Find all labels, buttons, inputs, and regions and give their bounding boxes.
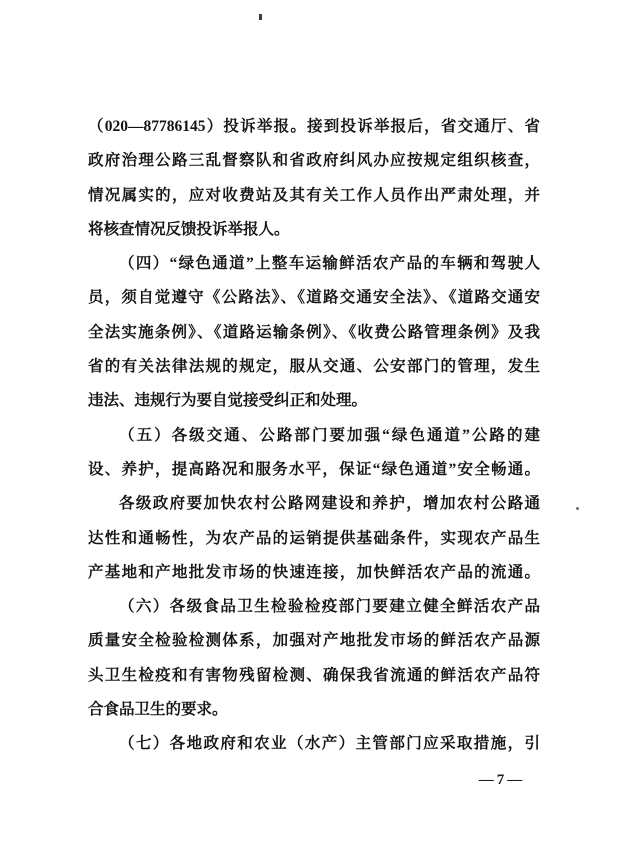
text-line: 头卫生检疫和有害物残留检测、确保我省流通的鲜活农产品符 <box>88 666 540 684</box>
text-line: （七）各地政府和农业（水产）主管部门应采取措施，引 <box>119 735 540 753</box>
text-line: （020—87786145）投诉举报。接到投诉举报后，省交通厅、省 <box>88 118 540 135</box>
text-line: 质量安全检验检测体系，加强对产地批发市场的鲜活农产品源 <box>88 632 540 650</box>
text-line: （六）各级食品卫生检验检疫部门要建立健全鲜活农产品 <box>119 598 540 616</box>
document-body <box>88 110 540 762</box>
text-line: （五）各级交通、公路部门要加强“绿色通道”公路的建 <box>119 426 540 444</box>
text-line: （四）“绿色通道”上整车运输鲜活农产品的车辆和驾驶人 <box>119 255 540 273</box>
scan-artifact-top-icon <box>259 14 262 20</box>
text-line: 设、养护，提高路况和服务水平，保证“绿色通道”安全畅通。 <box>88 460 540 478</box>
scan-artifact-right-icon <box>576 507 579 510</box>
text-line: 省的有关法律法规的规定，服从交通、公安部门的管理，发生 <box>88 358 540 376</box>
text-line: 产基地和产地批发市场的快速连接，加快鲜活农产品的流通。 <box>88 563 540 581</box>
text-line: 达性和通畅性，为农产品的运销提供基础条件，实现农产品生 <box>88 529 540 547</box>
text-line: 全法实施条例》、《道路运输条例》、《收费公路管理条例》及我 <box>88 323 540 341</box>
page-number: —7— <box>478 772 526 788</box>
text-line: 违法、违规行为要自觉接受纠正和处理。 <box>88 392 368 410</box>
text-line: 各级政府要加快农村公路网建设和养护，增加农村公路通 <box>119 495 540 513</box>
text-line: 政府治理公路三乱督察队和省政府纠风办应按规定组织核查， <box>88 152 540 170</box>
text-line: 将核查情况反馈投诉举报人。 <box>88 220 290 238</box>
text-line: 员，须自觉遵守《公路法》、《道路交通安全法》、《道路交通安 <box>88 289 540 307</box>
text-line: 合食品卫生的要求。 <box>88 701 228 719</box>
text-line: 情况属实的，应对收费站及其有关工作人员作出严肃处理，并 <box>88 186 540 204</box>
